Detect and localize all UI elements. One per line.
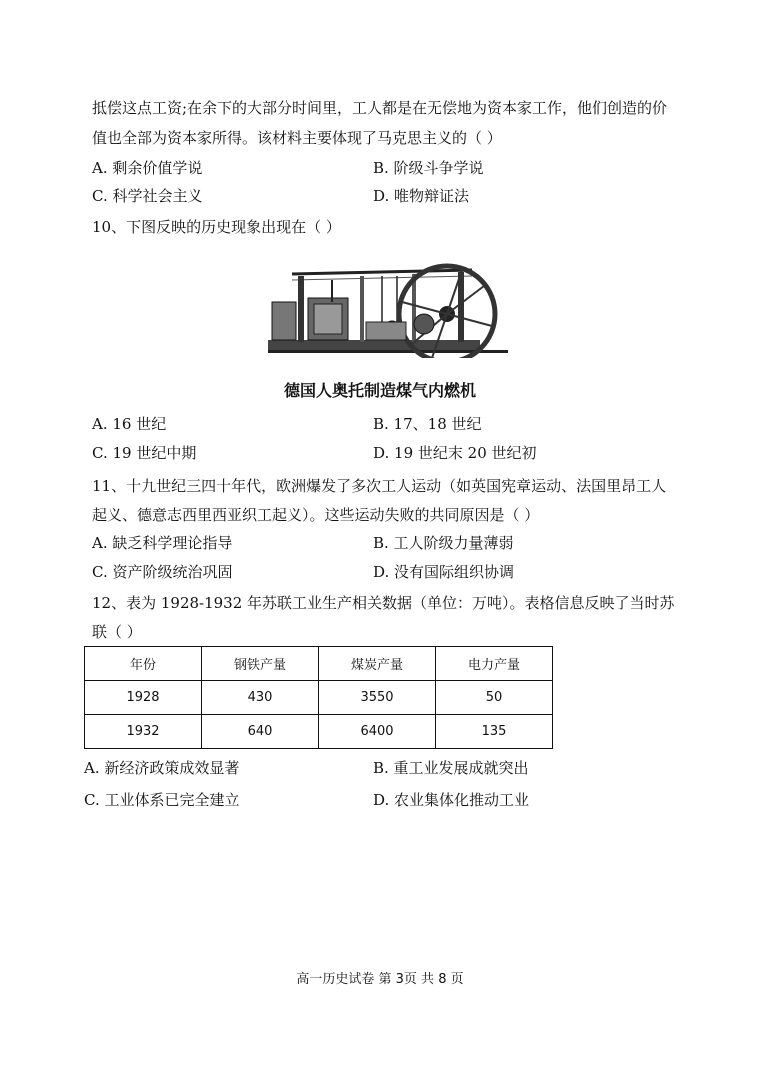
table-header-cell: 年份 — [85, 647, 202, 681]
table-row — [85, 681, 553, 715]
table-header-row — [85, 647, 553, 681]
q11-stem-line1: 11、十九世纪三四十年代，欧洲爆发了多次工人运动（如英国宪章运动、法国里昂工人 — [92, 477, 667, 495]
table-cell: 430 — [202, 681, 319, 715]
q10-option-b: B. 17、18 世纪 — [373, 415, 482, 433]
q9-stem-line2: 值也全部为资本家所得。该材料主要体现了马克思主义的（ ） — [92, 129, 502, 147]
table-header-cell: 煤炭产量 — [319, 647, 436, 681]
table-cell: 1928 — [85, 681, 202, 715]
q9-option-b: B. 阶级斗争学说 — [373, 159, 484, 177]
figure-caption: 德国人奥托制造煤气内燃机 — [283, 381, 476, 400]
q11-option-a: A. 缺乏科学理论指导 — [92, 534, 233, 552]
q10-option-d: D. 19 世纪末 20 世纪初 — [373, 444, 537, 462]
q9-stem-line1: 抵偿这点工资;在余下的大部分时间里，工人都是在无偿地为资本家工作，他们创造的价 — [92, 99, 668, 117]
q11-option-c: C. 资产阶级统治巩固 — [92, 563, 233, 581]
q12-option-a: A. 新经济政策成效显著 — [84, 759, 240, 777]
q11-option-b: B. 工人阶级力量薄弱 — [373, 534, 514, 552]
table-row — [85, 715, 553, 749]
q11-stem-line2: 起义、德意志西里西亚织工起义）。这些运动失败的共同原因是（ ） — [92, 506, 540, 524]
table-cell: 6400 — [319, 715, 436, 749]
q12-stem-line1: 12、表为 1928-1932 年苏联工业生产相关数据（单位：万吨）。表格信息反映了当时苏 — [92, 594, 675, 612]
table-header-cell: 钢铁产量 — [202, 647, 319, 681]
q12-stem-line2: 联（ ） — [92, 623, 142, 641]
page-footer: 高一历史试卷 第 3页 共 8 页 — [296, 972, 464, 987]
q12-option-d: D. 农业集体化推动工业 — [373, 791, 530, 809]
table-cell: 1932 — [85, 715, 202, 749]
production-table — [84, 646, 553, 749]
q12-option-b: B. 重工业发展成就突出 — [373, 759, 529, 777]
table-cell: 3550 — [319, 681, 436, 715]
q10-option-c: C. 19 世纪中期 — [92, 444, 197, 462]
table-cell: 135 — [436, 715, 553, 749]
q10-stem: 10、下图反映的历史现象出现在（ ） — [92, 218, 341, 236]
table-header-cell: 电力产量 — [436, 647, 553, 681]
q10-option-a: A. 16 世纪 — [92, 415, 167, 433]
q9-option-c: C. 科学社会主义 — [92, 187, 203, 205]
q12-option-c: C. 工业体系已完全建立 — [84, 791, 240, 809]
table-cell: 50 — [436, 681, 553, 715]
engine-illustration — [262, 262, 522, 358]
q9-option-a: A. 剩余价值学说 — [92, 159, 203, 177]
q9-option-d: D. 唯物辩证法 — [373, 187, 470, 205]
q11-option-d: D. 没有国际组织协调 — [373, 563, 515, 581]
table-cell: 640 — [202, 715, 319, 749]
